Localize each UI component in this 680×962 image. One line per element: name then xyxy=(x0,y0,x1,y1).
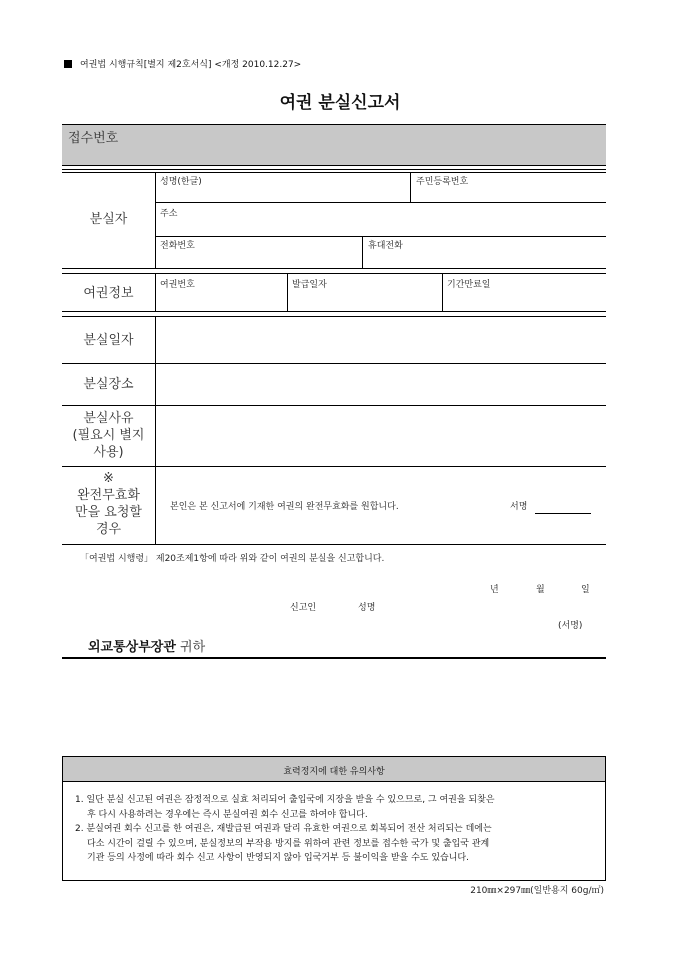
reporter-label: 분실자 xyxy=(89,212,128,227)
invalidation-sign-label: 서명 xyxy=(510,502,528,512)
notice-title-bar xyxy=(63,757,605,782)
invalidation-signature-line[interactable] xyxy=(535,511,591,514)
date-year-label: 년 xyxy=(490,585,499,595)
receipt-number-label: 접수번호 xyxy=(68,131,119,146)
declaration-text: 「여권법 시행령」 제20조제1항에 따라 위와 같이 여권의 분실을 신고합니다. xyxy=(80,554,385,564)
issue-date-field[interactable]: 발급일자 xyxy=(292,280,327,290)
addressee-name: 외교통상부장관 xyxy=(88,640,176,655)
notice-item-2: 2. 분실여권 회수 신고를 한 여권은, 재발급된 여권과 달리 유효한 여권으로 회복되어 전산 처리되는 데에는 xyxy=(75,824,492,834)
paper-spec: 210㎜×297㎜(일반용지 60g/㎡) xyxy=(470,886,604,896)
passport-info-label: 여권정보 xyxy=(83,286,134,301)
notice-box: 효력정지에 대한 유의사항 1. 일단 분실 신고된 여권은 잠정적으로 실효 처리되어 출입국에 지장을 받을 수 있으므로, 그 여권을 되찾은 후 다시 사용하려는 경우에는 즉시 분실여권 회수 신고를 하여야 합니다. 2. 분실여권 회수 신고를 한 여권은, 재발급된 여권과 달리 유효한 여권으로 회복되어 전산 처리되는 데에는 다소 시간이 걸릴 수 있으며, 분실정보의 부작용 방지를 위하여 관련 정보를 접수한 국가 및 출입국 관계 기관 등의 사정에 따라 회수 신고 사항이 반영되지 않아 입국거부 등 불이익을 받을 수도 있습니다. xyxy=(62,756,606,881)
reporter-name-label: 성명 xyxy=(358,603,376,613)
date-day-label: 일 xyxy=(581,585,590,595)
form-title: 여권 분실신고서 xyxy=(279,93,401,113)
address-field[interactable]: 주소 xyxy=(160,209,178,219)
name-korean-field[interactable]: 성명(한글) xyxy=(160,177,202,187)
loss-reason-label: 분실사유 (필요시 별지 사용) xyxy=(72,411,145,460)
date-month-label: 월 xyxy=(536,585,545,595)
loss-date-label: 분실일자 xyxy=(83,333,134,348)
phone-field[interactable]: 전화번호 xyxy=(160,241,195,251)
expiry-date-field[interactable]: 기간만료일 xyxy=(447,280,491,290)
notice-title: 효력정지에 대한 유의사항 xyxy=(283,767,385,777)
addressee-suffix: 귀하 xyxy=(180,640,206,655)
passport-number-field[interactable]: 여권번호 xyxy=(160,280,195,290)
loss-reason-input[interactable] xyxy=(156,406,606,466)
regulation-reference: 여권법 시행규칙[별지 제2호서식] <개정 2010.12.27> xyxy=(64,57,301,70)
reporter-sign-paren: (서명) xyxy=(558,621,583,631)
reporter-sign-label: 신고인 xyxy=(290,603,317,613)
addressee xyxy=(88,636,205,655)
invalidation-label: ※ 완전무효화 만을 요청할 경우 xyxy=(75,471,142,537)
invalidation-statement: 본인은 본 신고서에 기재한 여권의 완전무효화를 원합니다. xyxy=(170,502,399,512)
loss-place-input[interactable] xyxy=(156,364,606,405)
loss-date-input[interactable] xyxy=(156,317,606,363)
receipt-number-box xyxy=(62,124,606,166)
loss-place-label: 분실장소 xyxy=(83,377,134,392)
mobile-field[interactable]: 휴대전화 xyxy=(368,241,403,251)
resident-number-field[interactable]: 주민등록번호 xyxy=(416,177,469,187)
square-bullet-icon xyxy=(64,60,72,68)
notice-item-1: 1. 일단 분실 신고된 여권은 잠정적으로 실효 처리되어 출입국에 지장을 받을 수 있으므로, 그 여권을 되찾은 xyxy=(75,795,495,805)
